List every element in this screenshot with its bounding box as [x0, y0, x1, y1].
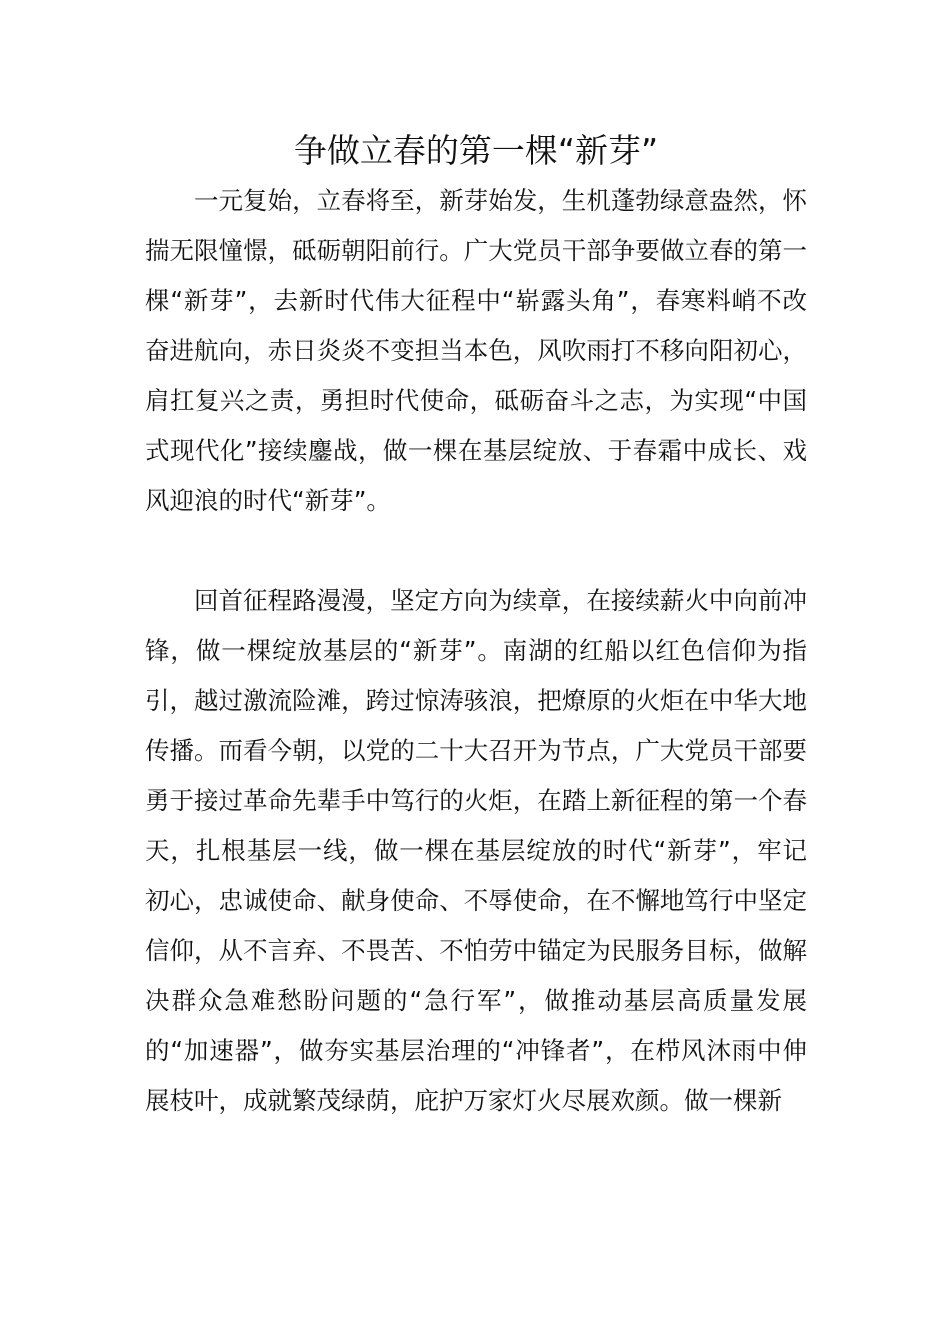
paragraph-1: 一元复始，立春将至，新芽始发，生机蓬勃绿意盎然，怀揣无限憧憬，砥砺朝阳前行。广大党员干部争要做立春的第一棵“新芽”，去新时代伟大征程中“崭露头角”，春寒料峭不改奋进航向，赤日炎炎不变担当本色，风吹雨打不移向阳初心，肩扛复兴之责，勇担时代使命，砥砺奋斗之志，为实现“中国式现代化”接续鏖战，做一棵在基层绽放、于春霜中成长、戏风迎浪的时代“新芽”。	[145, 186, 807, 515]
paragraph-2: 回首征程路漫漫，坚定方向为续章，在接续薪火中向前冲锋，做一棵绽放基层的“新芽”。南湖的红船以红色信仰为指引，越过激流险滩，跨过惊涛骇浪，把燎原的火炬在中华大地传播。而看今朝，以党的二十大召开为节点，广大党员干部要勇于接过革命先辈手中笃行的火炬，在踏上新征程的第一个春天，扎根基层一线，做一棵在基层绽放的时代“新芽”，牢记初心，忠诚使命、献身使命、不辱使命，在不懈地笃行中坚定信仰，从不言弃、不畏苦、不怕劳中锚定为民服务目标，做解决群众急难愁盼问题的“急行军”，做推动基层高质量发展的“加速器”，做夯实基层治理的“冲锋者”，在栉风沐雨中伸展枝叶，成就繁茂绿荫，庇护万家灯火尽展欢颜。做一棵新	[145, 586, 807, 1115]
paragraph-spacer	[145, 526, 807, 576]
document-page	[145, 126, 807, 1126]
document-title: 争做立春的第一棵“新芽”	[293, 131, 659, 170]
